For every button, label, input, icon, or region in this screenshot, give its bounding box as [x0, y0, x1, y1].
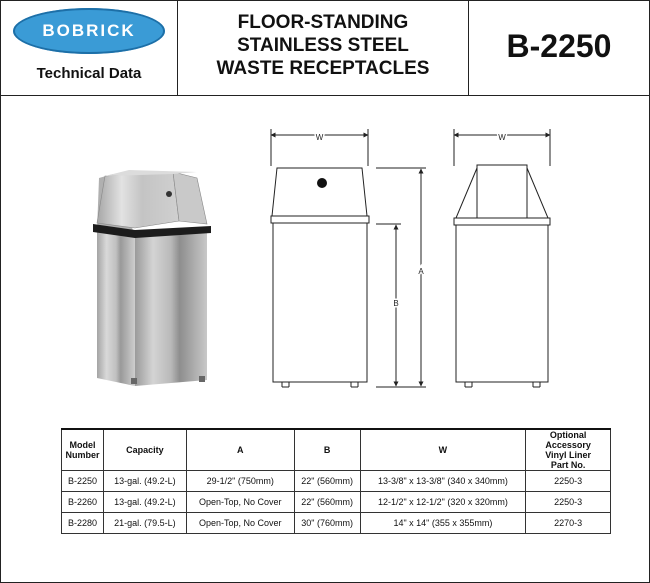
receptacle-photo [93, 170, 211, 386]
cell-model: B-2260 [62, 492, 104, 513]
title-line-1: FLOOR-STANDING [237, 12, 409, 33]
height-b-label: B [393, 299, 399, 308]
product-drawings [1, 96, 649, 426]
header-w: W [360, 429, 526, 471]
logo-text: BOBRICK [42, 21, 136, 40]
table-row [62, 513, 611, 534]
title-line-3: WASTE RECEPTACLES [216, 58, 430, 79]
cell-capacity: 13-gal. (49.2-L) [103, 471, 186, 492]
title-cell [178, 1, 469, 95]
cell-w: 13-3/8" x 13-3/8" (340 x 340mm) [360, 471, 526, 492]
cell-capacity: 13-gal. (49.2-L) [103, 492, 186, 513]
height-a-label: A [418, 267, 424, 276]
table-header-row [62, 429, 611, 471]
title-line-2: STAINLESS STEEL [237, 35, 409, 56]
header-model: Model Number [62, 429, 104, 471]
cell-model: B-2250 [62, 471, 104, 492]
cell-a: Open-Top, No Cover [186, 513, 294, 534]
header-liner: Optional Accessory Vinyl Liner Part No. [526, 429, 611, 471]
cell-liner: 2250-3 [526, 492, 611, 513]
cell-capacity: 21-gal. (79.5-L) [103, 513, 186, 534]
cell-liner: 2270-3 [526, 513, 611, 534]
table-row [62, 471, 611, 492]
cell-w: 12-1/2" x 12-1/2" (320 x 320mm) [360, 492, 526, 513]
cell-b: 22" (560mm) [294, 492, 360, 513]
header-capacity: Capacity [103, 429, 186, 471]
cell-a: 29-1/2" (750mm) [186, 471, 294, 492]
model-cell [469, 1, 649, 95]
model-number: B-2250 [506, 28, 612, 64]
side-width-label: W [498, 133, 506, 142]
cell-b: 22" (560mm) [294, 471, 360, 492]
header [1, 1, 649, 96]
cell-liner: 2250-3 [526, 471, 611, 492]
header-a: A [186, 429, 294, 471]
cell-model: B-2280 [62, 513, 104, 534]
front-width-label: W [315, 133, 324, 142]
cell-a: Open-Top, No Cover [186, 492, 294, 513]
header-b: B [294, 429, 360, 471]
front-view-drawing [271, 129, 426, 387]
table-row [62, 492, 611, 513]
cell-b: 30" (760mm) [294, 513, 360, 534]
cell-w: 14" x 14" (355 x 355mm) [360, 513, 526, 534]
technical-data-label: Technical Data [36, 65, 142, 82]
spec-table [61, 428, 611, 534]
bobrick-logo [13, 8, 165, 54]
logo-cell [1, 1, 178, 95]
product-title [178, 11, 468, 80]
side-view-drawing [454, 129, 550, 387]
